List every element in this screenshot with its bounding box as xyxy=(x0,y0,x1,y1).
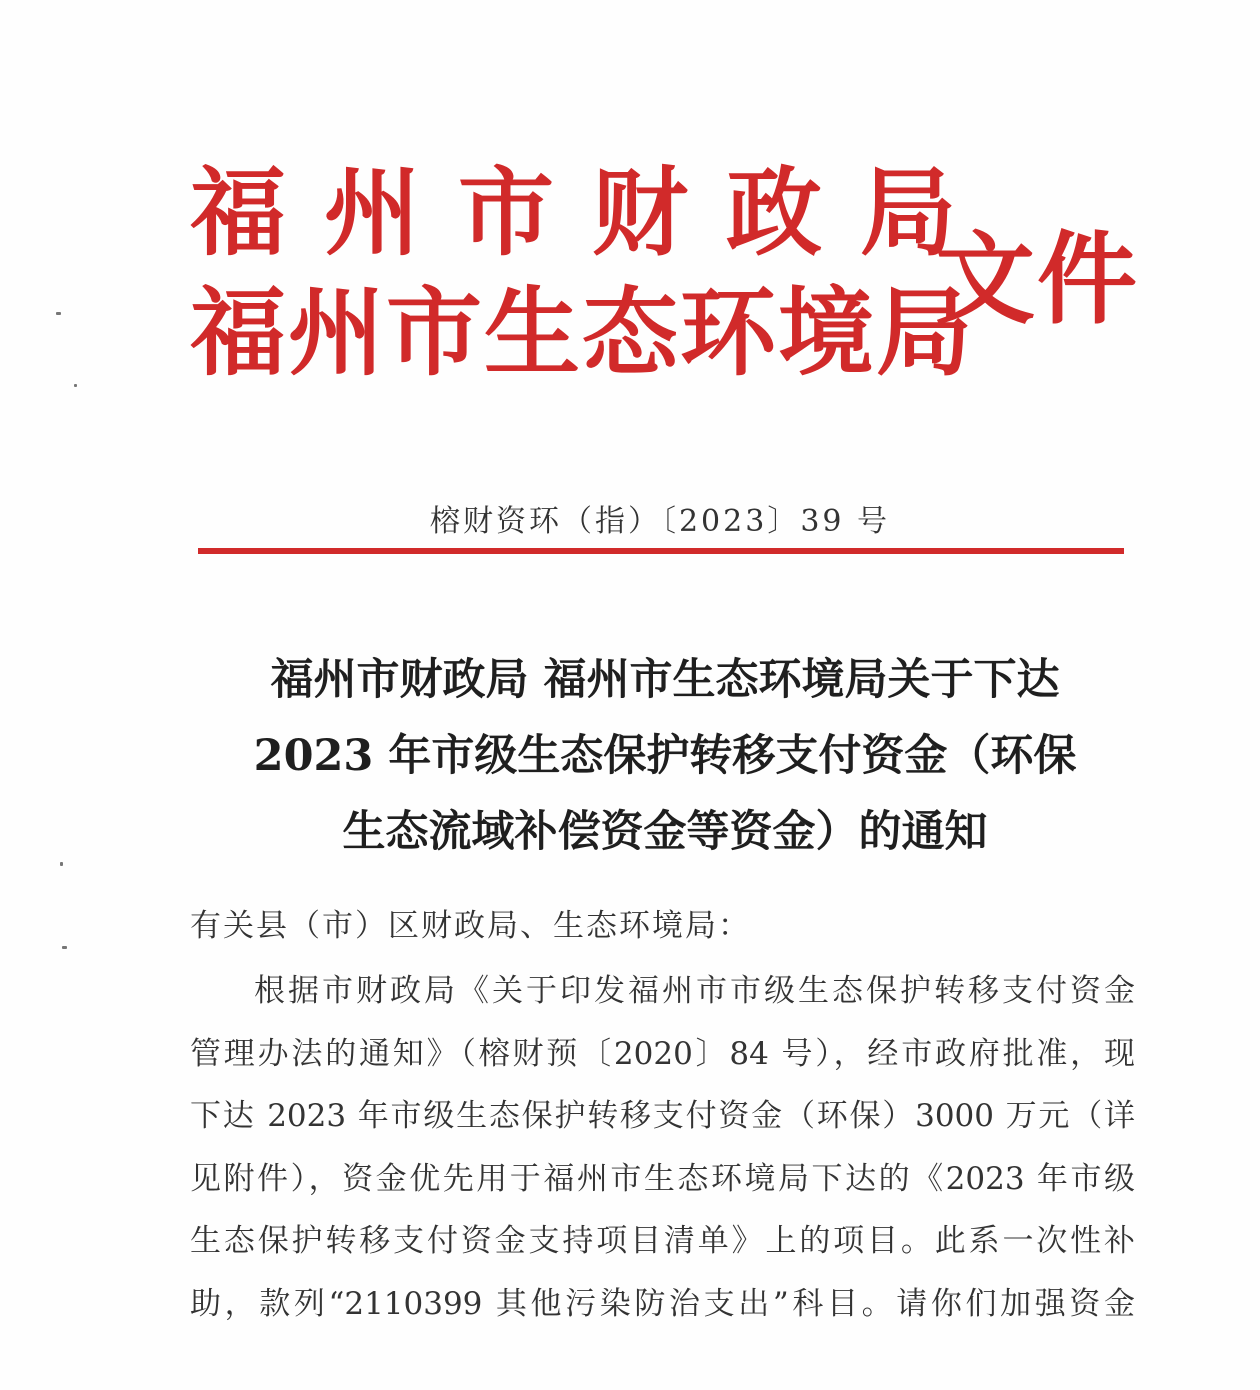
body-line: 助，款列“2110399 其他污染防治支出”科目。请你们加强资金 xyxy=(190,1285,1135,1322)
masthead-line-1: 福州市财政局 xyxy=(190,156,994,269)
title-line-2: 2023 年市级生态保护转移支付资金（环保 xyxy=(253,731,1077,781)
masthead-line-2: 福州市生态环境局 xyxy=(190,276,974,389)
body-line: 下达 2023 年市级生态保护转移支付资金（环保）3000 万元（详 xyxy=(190,1098,1135,1134)
body-paragraph xyxy=(190,960,1135,1335)
title-line-3: 生态流域补偿资金等资金）的通知 xyxy=(342,807,988,857)
body-line: 管理办法的通知》（榕财预〔2020〕84 号），经市政府批准，现 xyxy=(190,1035,1135,1072)
body-line: 见附件），资金优先用于福州市生态环境局下达的《2023 年市级 xyxy=(190,1160,1135,1197)
scan-speck xyxy=(56,312,61,315)
masthead-suffix: 文件 xyxy=(935,220,1139,338)
body-line: 根据市财政局《关于印发福州市市级生态保护转移支付资金 xyxy=(254,973,1135,1009)
title-line-1: 福州市财政局 福州市生态环境局关于下达 xyxy=(270,655,1060,705)
document-number: 榕财资环（指）〔2023〕39 号 xyxy=(429,504,891,539)
salutation: 有关县（市）区财政局、生态环境局： xyxy=(190,908,751,944)
scan-speck xyxy=(60,862,63,866)
body-line: 生态保护转移支付资金支持项目清单》上的项目。此系一次性补 xyxy=(190,1223,1135,1259)
document-title xyxy=(170,642,1160,870)
masthead xyxy=(190,158,1150,398)
scan-speck xyxy=(74,384,77,387)
scan-speck xyxy=(62,946,67,949)
red-divider-rule xyxy=(198,548,1124,554)
